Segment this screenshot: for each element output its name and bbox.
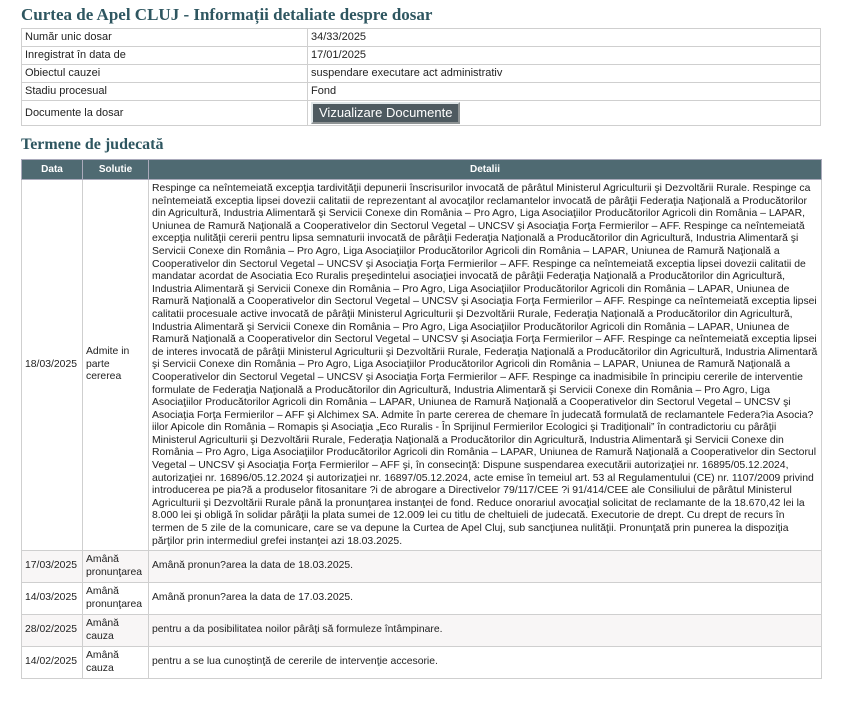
table-row xyxy=(22,551,822,583)
term-date: 28/02/2025 xyxy=(22,615,83,647)
term-details: pentru a se lua cunoştinţă de cererile de intervenţie accesorie. xyxy=(149,647,822,679)
term-date: 18/03/2025 xyxy=(22,180,83,551)
page-title: Curtea de Apel CLUJ - Informații detaliate despre dosar xyxy=(21,5,433,24)
terms-heading: Termene de judecată xyxy=(21,136,164,153)
table-row xyxy=(22,615,822,647)
term-date: 14/03/2025 xyxy=(22,583,83,615)
case-info-table xyxy=(21,28,821,126)
info-label: Inregistrat în data de xyxy=(22,47,308,65)
terms-table xyxy=(21,159,822,679)
column-header-date: Data xyxy=(22,160,83,180)
info-value: Fond xyxy=(308,83,821,101)
term-solution: Amână cauza xyxy=(83,647,149,679)
term-details: Respinge ca neîntemeiată excepţia tardivităţii depunerii înscrisurilor invocată de pârâtul Ministerul Agriculturii şi Dezvoltării Rurale. Respinge ca neîntemeiată exceptia lipsei dovezii calitatii de reprezentant al avocaţilor reclamantelor invocată de pârâţii Federaţia Naţională a Producătorilor din Agricultură, Industria Alimentară şi Servicii Conexe din România – Pro Agro, Liga Asociaţiilor Producătorilor Agricoli din România – LAPAR, Uniunea de Ramură Naţională a Cooperativelor din Sectorul Vegetal – UNCSV şi Asociaţia Forţa Fermierilor – AFF. Respinge ca neîntemeiată excepţia nulităţii cererii pentru lipsa semnaturii invocată de pârâţii Federaţia Naţională a Producătorilor din Agricultură, Industria Alimentară şi Servicii Conexe din România – Pro Agro, Liga Asociaţiilor Producătorilor Agricoli din România – LAPAR, Uniunea de Ramură Naţională a Cooperativelor din Sectorul Vegetal – UNCSV şi Asociaţia Forţa Fermierilor – AFF. Respinge ca neîntemeiată exceptia lipsei dovezii calitatii de mandatar acordat de Asociatia Eco Ruralis preşedintelui asociaţiei invocată de pârâţii Federaţia Naţională a Producătorilor din Agricultură, Industria Alimentară şi Servicii Conexe din România – Pro Agro, Liga Asociaţiilor Producătorilor Agricoli din România – LAPAR, Uniunea de Ramură Naţională a Cooperativelor din Sectorul Vegetal – UNCSV şi Asociaţia Forţa Fermierilor – AFF. Respinge ca neîntemeiată exceptia lipsei calitatii procesuale active invocată de pârâţii Ministerul Agriculturii şi Dezvoltării Rurale, Federaţia Naţională a Producătorilor din Agricultură, Industria Alimentară şi Servicii Conexe din România – Pro Agro, Liga Asociaţiilor Producătorilor Agricoli din România – LAPAR, Uniunea de Ramură Naţională a Cooperativelor din Sectorul Vegetal – UNCSV şi Asociaţia Forţa Fermierilor – AFF. Respinge ca neîntemeiată exceptia lipsei de interes invocată de pârâţii Ministerul Agriculturii şi Dezvoltării Rurale, Federaţia Naţională a Producătorilor din Agricultură, Industria Alimentară şi Servicii Conexe din România – Pro Agro, Liga Asociaţiilor Producătorilor Agricoli din România – LAPAR, Uniunea de Ramură Naţională a Cooperativelor din Sectorul Vegetal – UNCSV şi Asociaţia Forţa Fermierilor – AFF. Respinge ca inadmisibile în principiu cererile de interventie formulate de Federaţia Naţională a Producătorilor din Agricultură, Industria Alimentară şi Servicii Conexe din România – Pro Agro, Liga Asociaţiilor Producătorilor Agricoli din România – LAPAR, Uniunea de Ramură Naţională a Cooperativelor din Sectorul Vegetal – UNCSV şi Asociaţia Forţa Fermierilor – AFF şi Alchimex SA. Admite în parte cererea de chemare în judecată formulată de reclamantele Federa?ia Asocia?iilor Apicole din România – Romapis şi Asociaţia „Eco Ruralis - În Sprijinul Fermierilor Ecologici şi Tradiţionali” în contradictoriu cu pârâţii Ministerul Agriculturii şi Dezvoltării Rurale, Federaţia Naţională a Producătorilor din Agricultură, Industria Alimentară şi Servicii Conexe din România – Pro Agro, Liga Asociaţiilor Producătorilor Agricoli din România – LAPAR, Uniunea de Ramură Naţională a Cooperativelor din Sectorul Vegetal – UNCSV şi Asociaţia Forţa Fermierilor – AFF şi, în consecinţă: Dispune suspendarea executării autorizaţiei nr. 16895/05.12.2024, autorizaţiei nr. 16896/05.12.2024 şi autorizaţiei nr. 16897/05.12.2024, acte emise în temeiul art. 53 al Regulamentului (CE) nr. 1107/2009 privind introducerea pe pia?ă a produselor fitosanitare ?i de abrogare a Directivelor 79/117/CEE ?i 91/414/CEE ale Consiliului de pârâtul Ministerul Agriculturii şi Dezvoltării Rurale până la pronunţarea instanţei de fond. Reduce onorariul avocaţial solicitat de reclamante de la 18.670,42 lei la 8.000 lei şi obligă în solidar pârâţii la plata sumei de 12.009 lei cu titlu de cheltuieli de judecată. Executorie de drept. Cu drept de recurs în termen de 5 zile de la comunicare, care se va depune la Curtea de Apel Cluj, sub sancţiunea nulităţii. Pronunţată prin punerea la dispoziţia părţilor prin intermediul grefei instanţei azi 18.03.2025. xyxy=(149,180,822,551)
info-value: 34/33/2025 xyxy=(308,29,821,47)
term-details: Amână pronun?area la data de 18.03.2025. xyxy=(149,551,822,583)
info-label: Obiectul cauzei xyxy=(22,65,308,83)
info-value: suspendare executare act administrativ xyxy=(308,65,821,83)
term-solution: Amână cauza xyxy=(83,615,149,647)
info-label: Număr unic dosar xyxy=(22,29,308,47)
info-row xyxy=(22,83,821,101)
term-date: 14/02/2025 xyxy=(22,647,83,679)
info-row-documents xyxy=(22,101,821,126)
term-solution: Amână pronunţarea xyxy=(83,551,149,583)
info-row xyxy=(22,29,821,47)
column-header-details: Detalii xyxy=(149,160,822,180)
info-row xyxy=(22,65,821,83)
term-details: Amână pronun?area la data de 17.03.2025. xyxy=(149,583,822,615)
terms-header-row xyxy=(22,160,822,180)
term-solution: Admite in parte cererea xyxy=(83,180,149,551)
table-row xyxy=(22,583,822,615)
table-row xyxy=(22,647,822,679)
column-header-solution: Solutie xyxy=(83,160,149,180)
info-value xyxy=(308,101,821,126)
info-label: Documente la dosar xyxy=(22,101,308,126)
table-row xyxy=(22,180,822,551)
view-documents-button[interactable]: Vizualizare Documente xyxy=(311,102,460,124)
term-details: pentru a da posibilitatea noilor pârâţi să formuleze întâmpinare. xyxy=(149,615,822,647)
info-row xyxy=(22,47,821,65)
term-solution: Amână pronunţarea xyxy=(83,583,149,615)
term-date: 17/03/2025 xyxy=(22,551,83,583)
info-value: 17/01/2025 xyxy=(308,47,821,65)
info-label: Stadiu procesual xyxy=(22,83,308,101)
